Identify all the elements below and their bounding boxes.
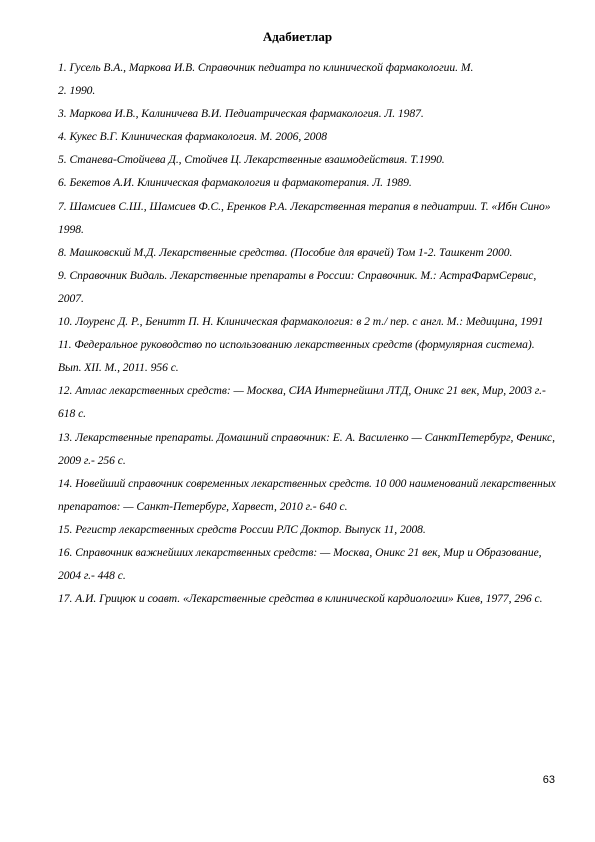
reference-item: 8. Машковский М.Д. Лекарственные средства. (Пособие для врачей) Том 1-2. Ташкент 2000.	[58, 245, 513, 259]
reference-item: 10. Лоуренс Д. Р., Бенитт П. Н. Клиническая фармакология: в 2 т./ пер. с англ. М.: Медицина, 1991	[58, 315, 544, 329]
reference-item: 6. Бекетов А.И. Клиническая фармакология и фармакотерапия. Л. 1989.	[58, 176, 412, 190]
reference-item: 2. 1990.	[58, 84, 96, 98]
reference-item: 9. Справочник Видаль. Лекарственные препараты в России: Справочник. М.: АстраФармСервис, 2007.	[58, 268, 537, 305]
reference-item: 11. Федеральное руководство по использованию лекарственных средств (формулярная система). Вып. XII. М., 2011. 956 с.	[58, 338, 535, 375]
reference-item: 12. Атлас лекарственных средств: — Москва, СИА Интернейшнл ЛТД, Оникс 21 век, Мир, 2003 г.- 618 с.	[58, 384, 546, 421]
reference-item: 16. Справочник важнейших лекарственных средств: — Москва, Оникс 21 век, Мир и Образование, 2004 г.- 448 с.	[58, 545, 542, 583]
reference-item: 14. Новейший справочник современных лекарственных средств. 10 000 наименований лекарственных препаратов: — Санкт-Петербург, Харвест, 2010 г.- 640 с.	[58, 476, 556, 513]
reference-item: 7. Шамсиев С.Ш., Шамсиев Ф.С., Еренков Р.А. Лекарственная терапия в педиатрии. Т. «Ибн Сино» 1998.	[58, 199, 551, 236]
reference-item: 5. Станева-Стойчева Д., Стойчев Ц. Лекарственные взаимодействия. Т.1990.	[58, 153, 445, 167]
reference-list	[58, 56, 558, 610]
reference-item: 15. Регистр лекарственных средств России РЛС Доктор. Выпуск 11, 2008.	[58, 522, 426, 536]
page-number: 63	[542, 774, 555, 786]
reference-item: 17. А.И. Грицюк и соавт. «Лекарственные средства в клинической кардиологии» Киев, 1977, 296 с.	[58, 592, 543, 606]
reference-item: 1. Гусель В.А., Маркова И.В. Справочник педиатра по клинической фармакологии. М.	[58, 61, 474, 74]
reference-item: 3. Маркова И.В., Калиничева В.И. Педиатрическая фармакология. Л. 1987.	[58, 107, 424, 121]
page-heading: Адабиетлар	[262, 29, 333, 44]
reference-item: 13. Лекарственные препараты. Домашний справочник: Е. А. Василенко — СанктПетербург, Феникс, 2009 г.- 256 с.	[58, 430, 555, 467]
reference-item: 4. Кукес В.Г. Клиническая фармакология. М. 2006, 2008	[58, 130, 328, 144]
